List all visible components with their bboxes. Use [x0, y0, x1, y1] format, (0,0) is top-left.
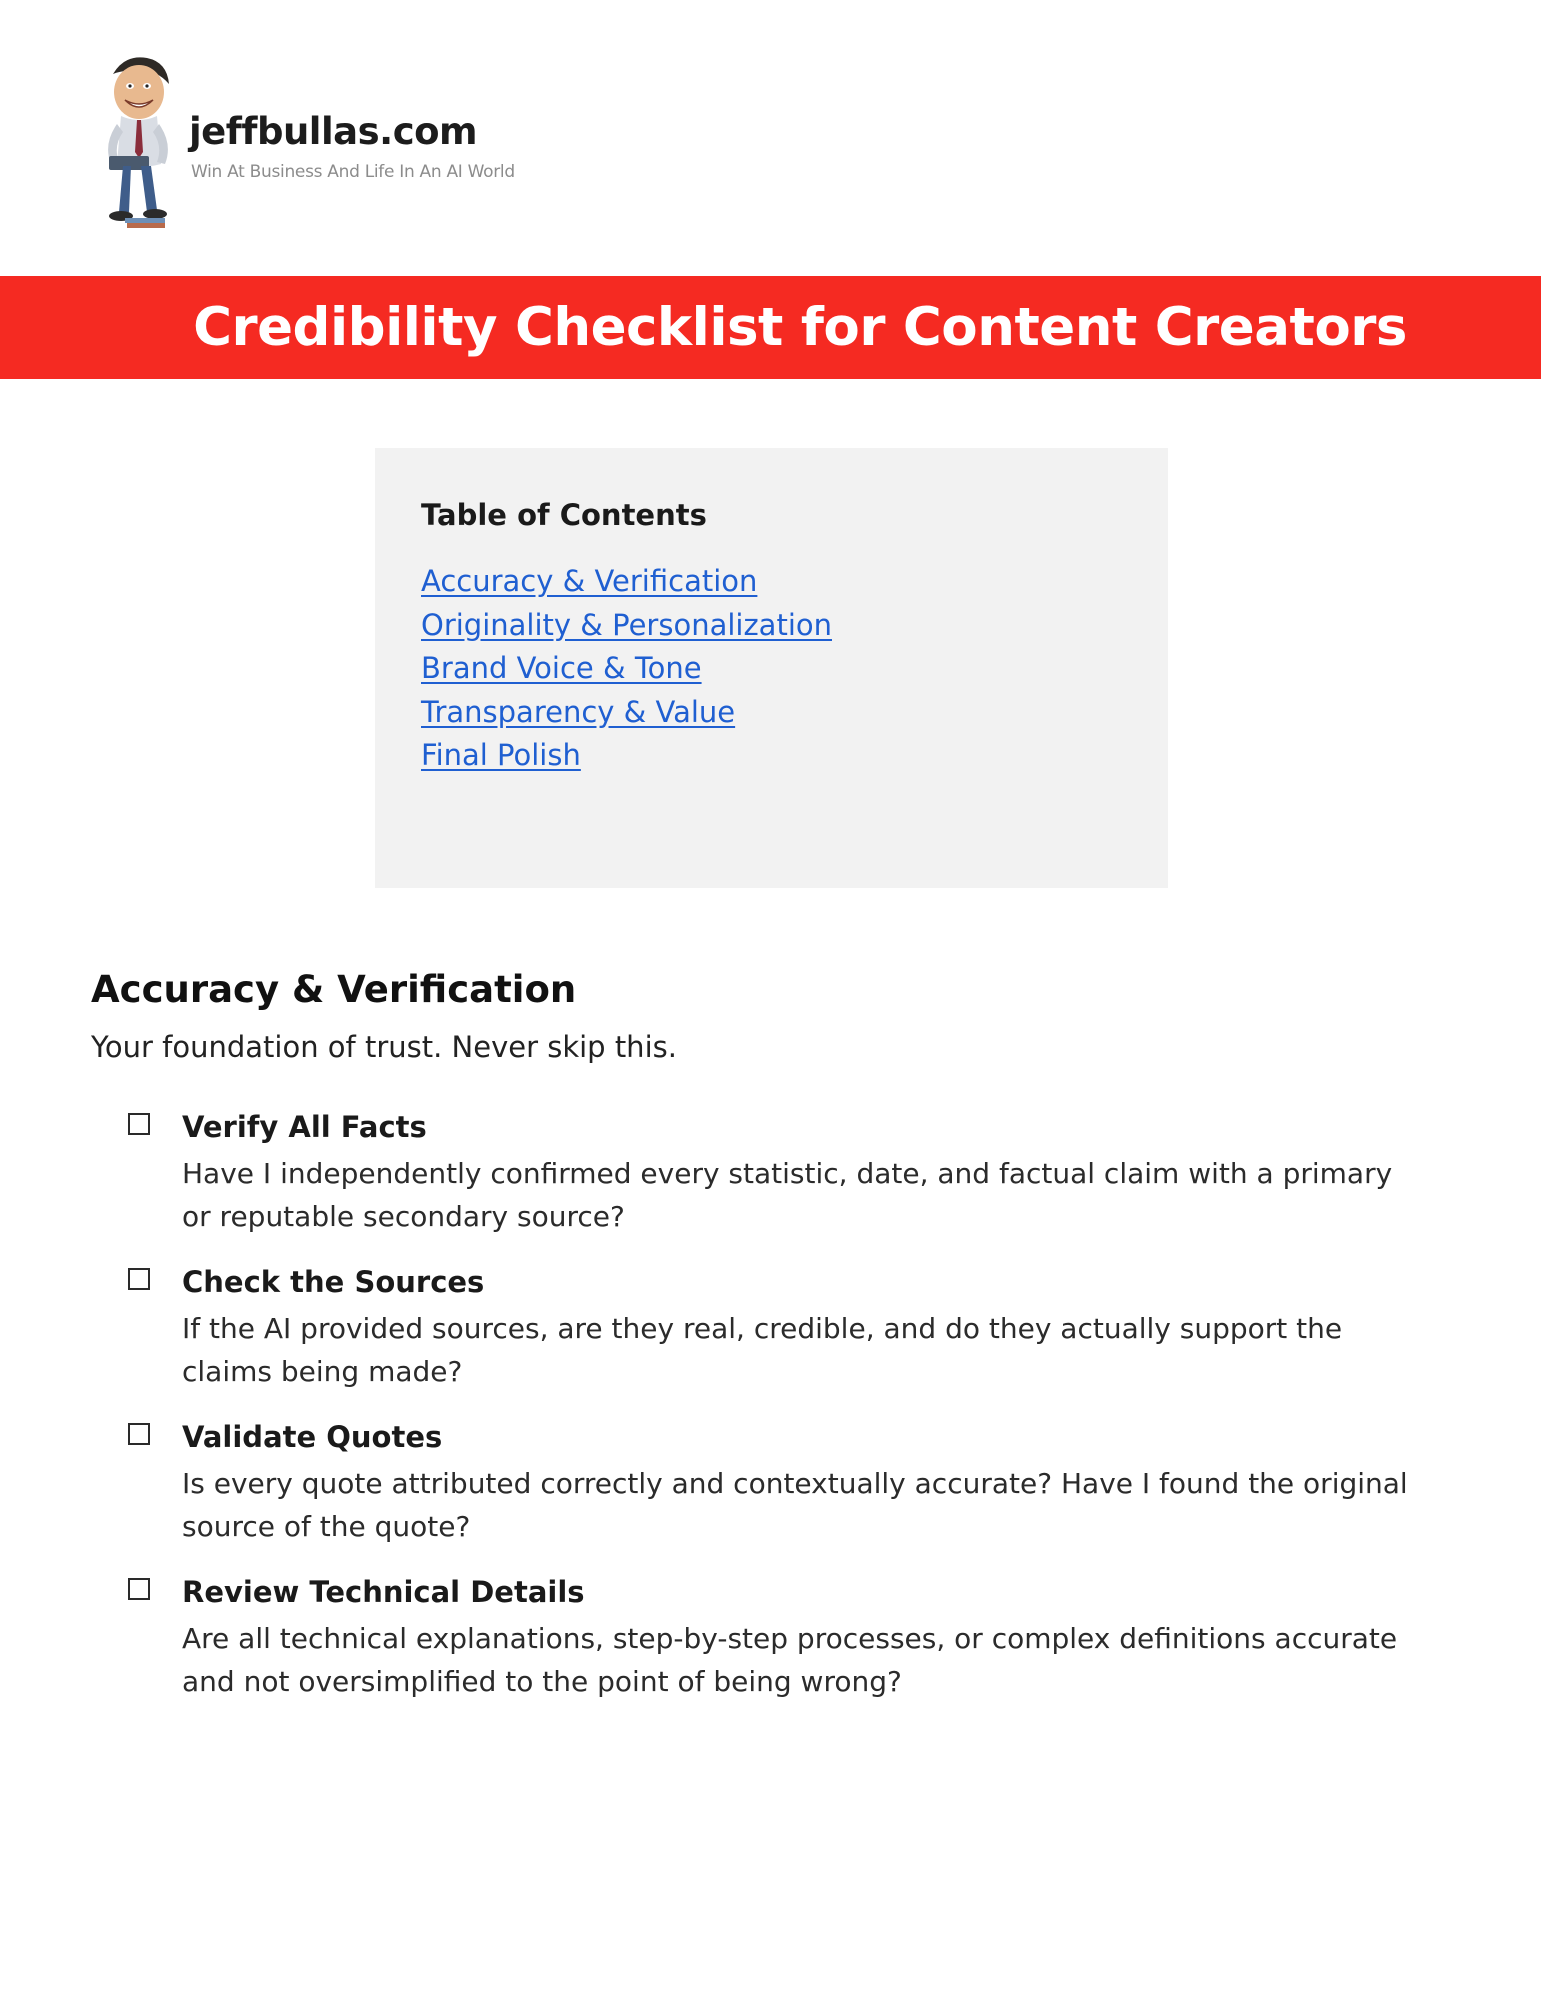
checklist-item-title: Review Technical Details [182, 1575, 585, 1609]
checklist-item-title: Check the Sources [182, 1265, 485, 1299]
checklist [128, 1110, 1428, 1730]
checkbox[interactable] [128, 1423, 150, 1445]
title-banner [0, 276, 1541, 379]
toc-link-final-polish[interactable]: Final Polish [421, 738, 581, 772]
toc-heading: Table of Contents [421, 498, 707, 532]
checklist-item [128, 1265, 1428, 1420]
checklist-item-description: If the AI provided sources, are they real, credible, and do they actually support the claims being made? [182, 1312, 1343, 1388]
checklist-item-description: Have I independently confirmed every statistic, date, and factual claim with a primary or reputable secondary source? [182, 1157, 1393, 1233]
site-name: jeffbullas.com [189, 110, 478, 153]
checklist-item-description: Are all technical explanations, step-by-step processes, or complex definitions accurate and not oversimplified to the point of being wrong? [182, 1622, 1398, 1698]
toc-link-originality-personalization[interactable]: Originality & Personalization [421, 607, 832, 642]
checklist-item [128, 1110, 1428, 1265]
checklist-item-title: Verify All Facts [182, 1110, 427, 1144]
page-title: Credibility Checklist for Content Creators [193, 297, 1407, 358]
checkbox[interactable] [128, 1268, 150, 1290]
toc-item [421, 691, 832, 735]
toc-link-accuracy-verification[interactable]: Accuracy & Verification [421, 564, 758, 598]
checklist-item-title: Validate Quotes [182, 1420, 443, 1454]
checklist-item-description: Is every quote attributed correctly and contextually accurate? Have I found the original source of the quote? [182, 1467, 1408, 1543]
section-title: Accuracy & Verification [91, 968, 577, 1011]
site-tagline: Win At Business And Life In An AI World [191, 162, 515, 182]
toc-link-brand-voice-tone[interactable]: Brand Voice & Tone [421, 651, 702, 685]
checklist-item [128, 1420, 1428, 1575]
toc-item [421, 560, 832, 604]
checkbox[interactable] [128, 1578, 150, 1600]
section-subtitle: Your foundation of trust. Never skip this. [91, 1030, 677, 1064]
table-of-contents [375, 448, 1168, 888]
toc-link-transparency-value[interactable]: Transparency & Value [421, 694, 736, 729]
site-logo[interactable] [95, 52, 555, 232]
checkbox[interactable] [128, 1113, 150, 1135]
toc-list [421, 560, 832, 778]
toc-item [421, 647, 832, 691]
checklist-item [128, 1575, 1428, 1730]
caricature-logo-icon [95, 52, 181, 232]
toc-item [421, 734, 832, 778]
toc-item [421, 604, 832, 648]
